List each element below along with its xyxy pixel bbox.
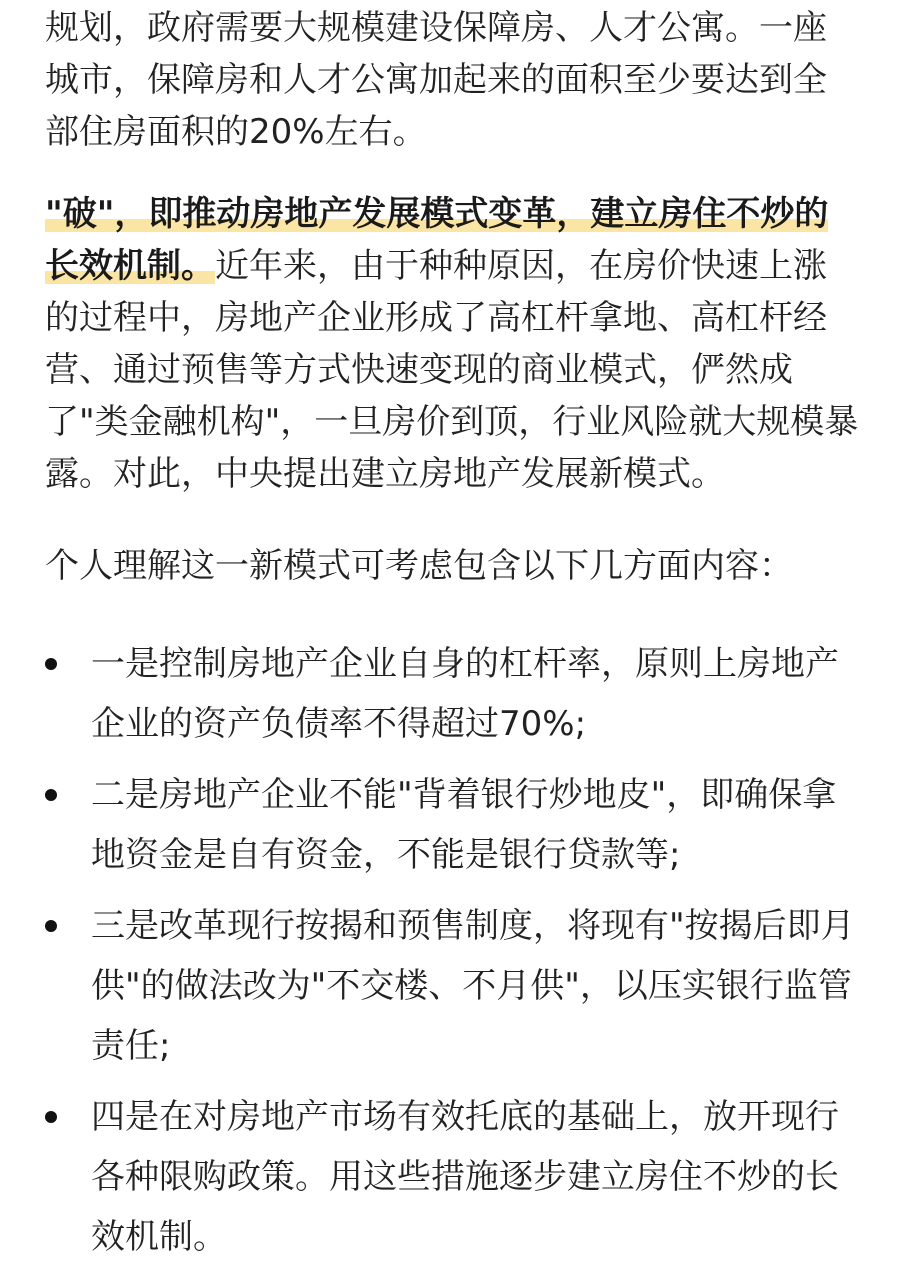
list-item [45, 634, 860, 754]
list-item [45, 765, 860, 885]
measures-list [45, 634, 860, 1267]
bullet-dot-icon [45, 920, 57, 932]
paragraph-housing-security: 规划，政府需要大规模建设保障房、人才公寓。一座城市，保障房和人才公寓加起来的面积至少要达到全部住房面积的20%左右。 [45, 8, 827, 152]
highlighted-heading: "破"，即推动房地产发展模式变革，建立房住不炒的长效机制。 [45, 194, 829, 286]
paragraph-reform-body: 近年来，由于种种原因，在房价快速上涨的过程中，房地产企业形成了高杠杆拿地、高杠杆经营、通过预售等方式快速变现的商业模式，俨然成了"类金融机构"，一旦房价到顶，行业风险就大规模暴露。对此，中央提出建立房地产发展新模式。 [45, 246, 859, 494]
list-item [45, 1087, 860, 1267]
paragraph-intro-list: 个人理解这一新模式可考虑包含以下几方面内容： [45, 546, 793, 586]
bullet-dot-icon [45, 1111, 57, 1123]
list-item-text: 三是改革现行按揭和预售制度，将现有"按揭后即月供"的做法改为"不交楼、不月供"，以压实银行监管责任; [91, 906, 855, 1066]
article-body [45, 0, 860, 1278]
bullet-dot-icon [45, 658, 57, 670]
paragraph-reform [45, 188, 860, 500]
list-item [45, 896, 860, 1076]
list-item-text: 四是在对房地产市场有效托底的基础上，放开现行各种限购政策。用这些措施逐步建立房住不炒的长效机制。 [91, 1097, 839, 1257]
list-item-text: 一是控制房地产企业自身的杠杆率，原则上房地产企业的资产负债率不得超过70%; [91, 644, 839, 744]
list-item-text: 二是房地产企业不能"背着银行炒地皮"，即确保拿地资金是自有资金，不能是银行贷款等; [91, 775, 837, 875]
bullet-dot-icon [45, 789, 57, 801]
